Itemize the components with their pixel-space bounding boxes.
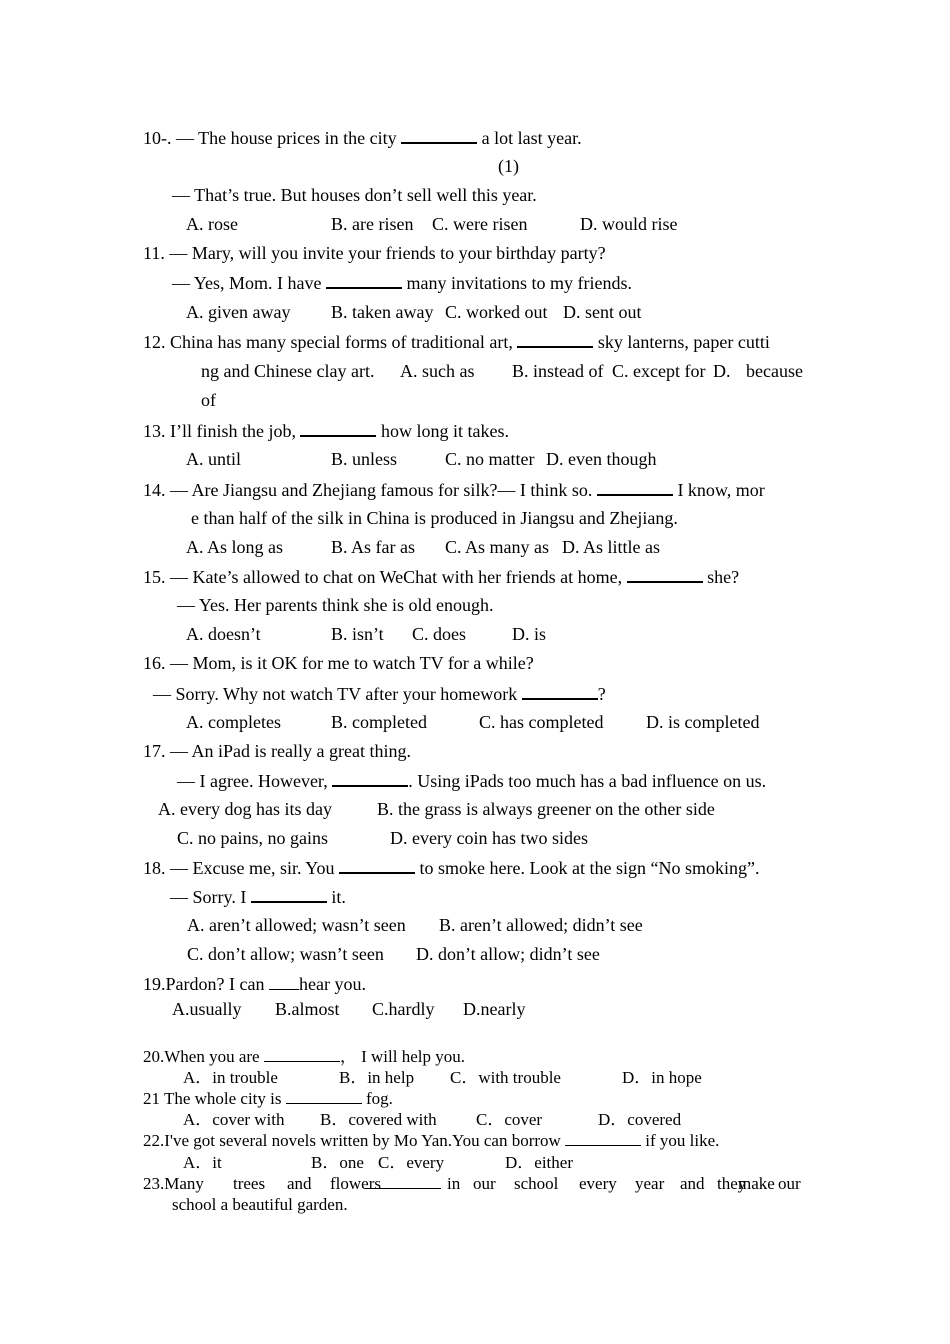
- q19-stem: 19.Pardon? I can hear you.: [143, 974, 366, 994]
- option-d: D.nearly: [463, 999, 526, 1019]
- answer-blank[interactable]: [251, 885, 327, 903]
- q10-reply: — That’s true. But houses don’t sell well this year.: [172, 185, 537, 205]
- q18-stem: 18. — Excuse me, sir. You to smoke here. Look at the sign “No smoking”.: [143, 858, 760, 878]
- option-b: B. the grass is always greener on the other side: [377, 799, 715, 819]
- answer-blank[interactable]: [365, 1173, 441, 1194]
- option-c: C. has completed: [479, 712, 604, 732]
- answer-blank[interactable]: [401, 126, 477, 144]
- option-d: D.: [713, 361, 731, 381]
- option-b: B．covered with: [320, 1110, 437, 1129]
- q23-word: and: [680, 1174, 705, 1193]
- option-a: A. given away: [186, 302, 291, 322]
- option-d: D. is: [512, 624, 547, 644]
- option-a: A. until: [186, 449, 242, 469]
- q17-reply: — I agree. However, . Using iPads too much has a bad influence on us.: [177, 771, 767, 791]
- q23-word: every: [579, 1174, 617, 1193]
- q23-word: make: [738, 1174, 775, 1193]
- option-c: C．cover: [476, 1110, 543, 1129]
- answer-blank[interactable]: [339, 856, 415, 874]
- option-c: C. does: [412, 624, 466, 644]
- answer-blank[interactable]: [517, 330, 593, 348]
- option-d: D. would rise: [580, 214, 678, 234]
- option-d: D. As little as: [562, 537, 660, 557]
- option-d-text: because: [746, 361, 803, 381]
- q23-word: flowers: [330, 1174, 381, 1193]
- option-a: A. As long as: [186, 537, 284, 557]
- option-d: D. sent out: [563, 302, 642, 322]
- answer-blank[interactable]: [522, 682, 598, 700]
- q23-word: in: [447, 1174, 461, 1193]
- q23-stem-cont: school a beautiful garden.: [172, 1195, 348, 1214]
- option-a: A. aren’t allowed; wasn’t seen: [187, 915, 406, 935]
- option-b: B. are risen: [331, 214, 414, 234]
- option-a: A. completes: [186, 712, 281, 732]
- q22-stem: 22.I've got several novels written by Mo Yan.You can borrow if you like.: [143, 1131, 720, 1150]
- option-d: D. is completed: [646, 712, 760, 732]
- answer-blank[interactable]: [269, 974, 299, 990]
- option-a: A．it: [183, 1153, 222, 1172]
- option-c: C. no pains, no gains: [177, 828, 328, 848]
- q14-stem-cont: e than half of the silk in China is produced in Jiangsu and Zhejiang.: [191, 508, 678, 528]
- q20-stem: 20.When you are ， I will help you.: [143, 1047, 465, 1066]
- q13-stem: 13. I’ll finish the job, how long it takes.: [143, 421, 509, 441]
- option-c: C.hardly: [372, 999, 435, 1019]
- option-d: D．in hope: [622, 1068, 702, 1087]
- q15-stem: 15. — Kate’s allowed to chat on WeChat with her friends at home, she?: [143, 567, 740, 587]
- answer-blank[interactable]: [627, 565, 703, 583]
- option-d: D. don’t allow; didn’t see: [416, 944, 600, 964]
- option-c: C．with trouble: [450, 1068, 561, 1087]
- answer-blank[interactable]: [326, 271, 402, 289]
- option-b: B. unless: [331, 449, 398, 469]
- option-b: B．one: [311, 1153, 364, 1172]
- option-b: B. instead of: [512, 361, 604, 381]
- option-a: A. rose: [186, 214, 238, 234]
- q23-word: they: [717, 1174, 747, 1193]
- option-d: D．either: [505, 1153, 573, 1172]
- q23-word: trees: [233, 1174, 266, 1193]
- option-a: A．in trouble: [183, 1068, 278, 1087]
- answer-blank[interactable]: [597, 478, 673, 496]
- q21-stem: 21 The whole city is fog.: [143, 1089, 393, 1108]
- answer-blank[interactable]: [300, 419, 376, 437]
- option-a: A. such as: [400, 361, 475, 381]
- option-a: A.usually: [172, 999, 242, 1019]
- q10-stem: 10-. — The house prices in the city a lot last year.: [143, 128, 582, 148]
- option-b: B. isn’t: [331, 624, 384, 644]
- option-c: C．every: [378, 1153, 445, 1172]
- q16-stem: 16. — Mom, is it OK for me to watch TV for a while?: [143, 653, 534, 673]
- q14-stem: 14. — Are Jiangsu and Zhejiang famous for silk?— I think so. I know, mor: [143, 480, 765, 500]
- answer-blank[interactable]: [332, 769, 408, 787]
- answer-blank[interactable]: [286, 1088, 362, 1104]
- option-c: C. worked out: [445, 302, 548, 322]
- answer-blank[interactable]: [565, 1130, 641, 1146]
- q12-stem: 12. China has many special forms of traditional art, sky lanterns, paper cutti: [143, 332, 770, 352]
- option-b: B. As far as: [331, 537, 415, 557]
- option-c: C. don’t allow; wasn’t seen: [187, 944, 384, 964]
- answer-blank[interactable]: [264, 1046, 340, 1062]
- option-d-text-cont: of: [201, 390, 216, 410]
- option-a: A. doesn’t: [186, 624, 261, 644]
- option-d: D. every coin has two sides: [390, 828, 588, 848]
- option-c: C. As many as: [445, 537, 550, 557]
- option-b: B.almost: [275, 999, 340, 1019]
- q23-word: and: [287, 1174, 312, 1193]
- q23-word: 23.Many: [143, 1174, 204, 1193]
- q11-stem: 11. — Mary, will you invite your friends to your birthday party?: [143, 243, 606, 263]
- option-c: C. were risen: [432, 214, 528, 234]
- q16-reply: — Sorry. Why not watch TV after your homework ?: [153, 684, 606, 704]
- q23-word: school: [514, 1174, 559, 1193]
- q11-reply: — Yes, Mom. I have many invitations to my friends.: [172, 273, 632, 293]
- option-c: C. no matter: [445, 449, 535, 469]
- option-a: A. every dog has its day: [158, 799, 332, 819]
- option-d: D．covered: [598, 1110, 682, 1129]
- q23-word: our: [473, 1174, 496, 1193]
- option-b: B．in help: [339, 1068, 415, 1087]
- option-d: D. even though: [546, 449, 657, 469]
- option-b: B. taken away: [331, 302, 434, 322]
- q17-stem: 17. — An iPad is really a great thing.: [143, 741, 411, 761]
- q23-word: year: [635, 1174, 665, 1193]
- q18-reply: — Sorry. I it.: [170, 887, 346, 907]
- option-b: B. aren’t allowed; didn’t see: [439, 915, 643, 935]
- option-b: B. completed: [331, 712, 427, 732]
- q12-stem-cont: ng and Chinese clay art.: [201, 361, 375, 381]
- q15-reply: — Yes. Her parents think she is old enough.: [177, 595, 494, 615]
- page-number: (1): [498, 156, 519, 176]
- option-a: A．cover with: [183, 1110, 285, 1129]
- option-c: C. except for: [612, 361, 706, 381]
- q23-word: our: [778, 1174, 801, 1193]
